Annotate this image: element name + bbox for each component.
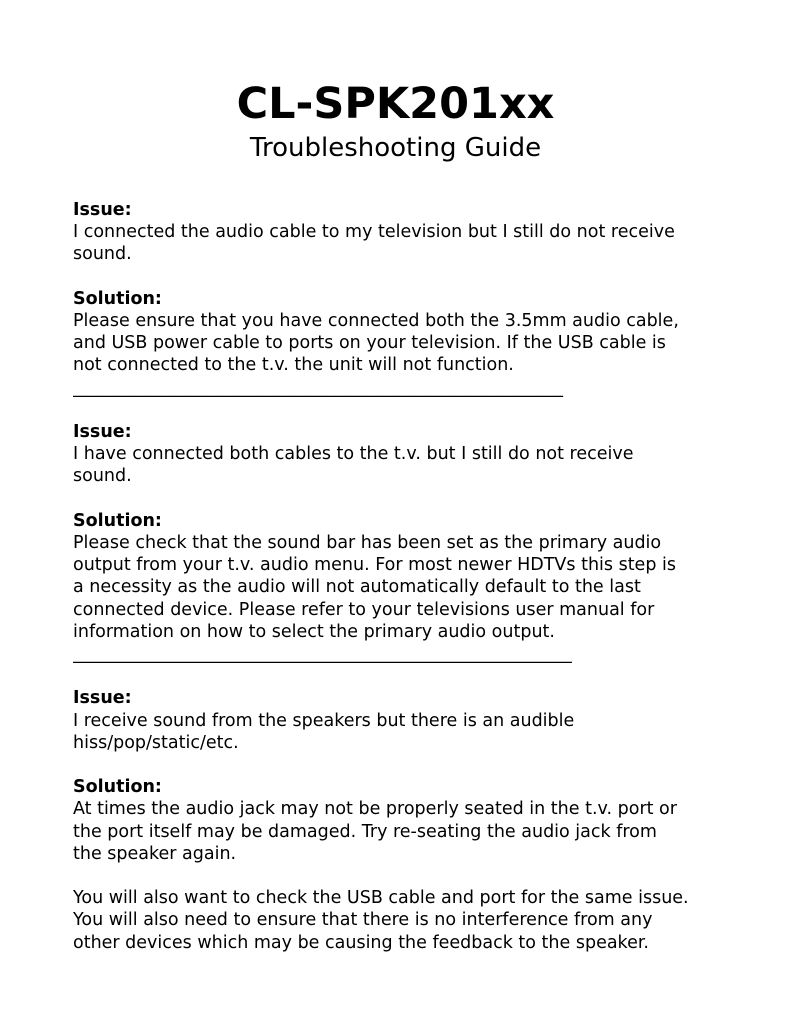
section-divider: _________________________________________________________ — [73, 644, 572, 665]
solution-text: Please check that the sound bar has been set as the primary audio output from your t.v. audio menu. For most newer HDTVs this step is a necessity as the audio will not automatically default to the last connected device. Please refer to your televisions user manual for information on how to select the primary audio output. — [73, 533, 676, 642]
issue-heading: Issue: — [73, 422, 132, 442]
troubleshooting-content — [73, 199, 733, 954]
additional-note: You will also want to check the USB cable and port for the same issue. You will also need to ensure that there is no interference from any other devices which may be causing the feedback to the speaker. — [73, 888, 689, 953]
solution-text: Please ensure that you have connected both the 3.5mm audio cable, and USB power cable to ports on your television. If the USB cable is not connected to the t.v. the unit will not function. — [73, 311, 679, 376]
issue-text: I have connected both cables to the t.v. but I still do not receive sound. — [73, 444, 634, 487]
section-2 — [73, 421, 733, 665]
section-3 — [73, 687, 733, 953]
document-subtitle: Troubleshooting Guide — [249, 133, 542, 163]
document-title: CL-SPK201xx — [236, 79, 555, 129]
issue-text: I connected the audio cable to my television but I still do not receive sound. — [73, 222, 675, 265]
issue-heading: Issue: — [73, 688, 132, 709]
issue-text: I receive sound from the speakers but there is an audible hiss/pop/static/etc. — [73, 710, 575, 753]
issue-heading: Issue: — [73, 200, 132, 220]
solution-heading: Solution: — [73, 777, 162, 798]
section-divider: ________________________________________________________ — [73, 377, 563, 398]
solution-heading: Solution: — [73, 510, 162, 531]
solution-text: At times the audio jack may not be properly seated in the t.v. port or the port itself may be damaged. Try re-seating the audio jack from the speaker again. — [73, 799, 677, 864]
section-1 — [73, 199, 733, 399]
solution-heading: Solution: — [73, 288, 162, 309]
